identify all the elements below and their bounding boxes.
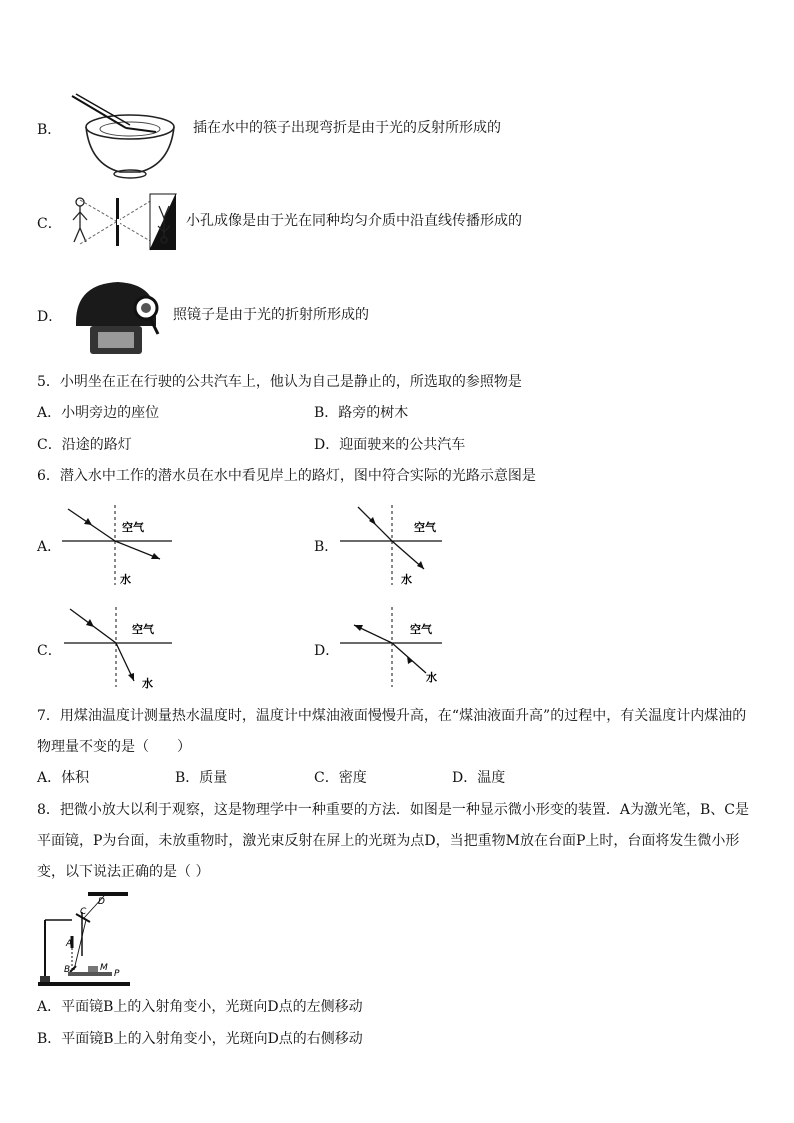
q4-option-b-text: 插在水中的筷子出现弯折是由于光的反射所形成的 <box>193 120 501 136</box>
q6-a-water-label: 水 <box>120 573 131 586</box>
q7-option-b: B．质量 <box>175 770 228 786</box>
q6-option-b-label: B． <box>314 539 339 555</box>
pinhole-camera-figure <box>68 190 180 252</box>
q4-option-b-label: B． <box>37 122 62 138</box>
q4-option-d-label: D． <box>37 309 63 325</box>
q8-label-d: D <box>98 897 105 907</box>
q5-option-d: D．迎面驶来的公共汽车 <box>314 437 466 453</box>
q8-stem-line3: 变，以下说法正确的是（ ） <box>37 864 210 880</box>
q6-option-c-label: C． <box>37 643 62 659</box>
q7-option-d: D．温度 <box>452 770 506 786</box>
q8-label-a: A <box>66 939 73 949</box>
q5-option-b: B．路旁的树木 <box>314 405 409 421</box>
q8-stem-line2: 平面镜，P为台面，未放重物时，激光束反射在屏上的光斑为点D，当把重物M放在台面P上时，台面将发生微小形 <box>37 833 740 849</box>
q7-option-c: C．密度 <box>314 770 367 786</box>
q7-stem-line1: 7．用煤油温度计测量热水温度时，温度计中煤油液面慢慢升高，在“煤油液面升高”的过程中，有关温度计内煤油的 <box>37 708 747 724</box>
q6-b-air-label: 空气 <box>414 521 436 534</box>
q6-diagram-c <box>60 605 180 691</box>
q6-c-air-label: 空气 <box>132 623 154 636</box>
bowl-chopsticks-figure <box>68 92 180 180</box>
q8-option-b: B．平面镜B上的入射角变小，光斑向D点的右侧移动 <box>37 1031 363 1047</box>
q6-c-water-label: 水 <box>142 677 153 690</box>
q6-d-air-label: 空气 <box>410 623 432 636</box>
q7-option-a: A．体积 <box>37 770 90 786</box>
q6-diagram-b <box>338 503 450 589</box>
q8-label-c: C <box>80 907 87 917</box>
q6-diagram-a <box>60 503 180 589</box>
q8-label-m: M <box>100 963 108 973</box>
q6-option-d-label: D． <box>314 643 340 659</box>
q5-option-c: C．沿途的路灯 <box>37 437 132 453</box>
q4-option-c-text: 小孔成像是由于光在同种均匀介质中沿直线传播形成的 <box>186 213 522 229</box>
q6-d-water-label: 水 <box>426 671 437 684</box>
mirror-person-figure <box>70 278 174 358</box>
q7-stem-line2: 物理量不变的是（ ） <box>37 739 191 755</box>
q8-option-a: A．平面镜B上的入射角变小，光斑向D点的左侧移动 <box>37 999 363 1015</box>
q8-deformation-apparatus-figure <box>38 890 130 988</box>
q6-option-a-label: A． <box>37 539 62 555</box>
q6-diagram-d <box>338 605 450 691</box>
q6-stem: 6．潜入水中工作的潜水员在水中看见岸上的路灯，图中符合实际的光路示意图是 <box>37 468 536 484</box>
q5-stem: 5．小明坐在正在行驶的公共汽车上，他认为自己是静止的，所选取的参照物是 <box>37 374 522 390</box>
q4-option-d-text: 照镜子是由于光的折射所形成的 <box>173 307 369 323</box>
q6-a-air-label: 空气 <box>122 521 144 534</box>
q4-option-c-label: C． <box>37 216 62 232</box>
q8-label-p: P <box>114 969 120 979</box>
q8-label-b: B <box>64 965 71 975</box>
q5-option-a: A．小明旁边的座位 <box>37 405 160 421</box>
q8-stem-line1: 8．把微小放大以利于观察，这是物理学中一种重要的方法．如图是一种显示微小形变的装置．A为激光笔，B、C是 <box>37 802 750 818</box>
q6-b-water-label: 水 <box>401 573 412 586</box>
